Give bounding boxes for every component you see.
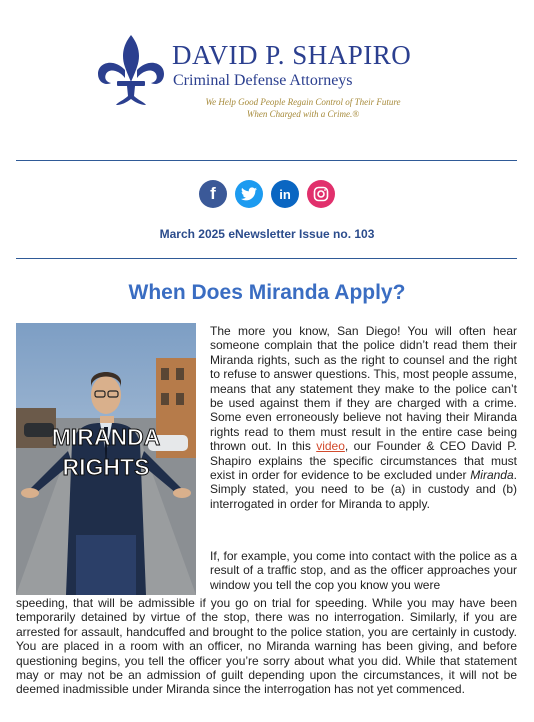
video-caption-line-1: MIRANDA [51, 424, 161, 450]
issue-line: March 2025 eNewsletter Issue no. 103 [159, 227, 375, 241]
article-video-thumbnail[interactable] [16, 323, 196, 595]
paragraph-1-text-cont: , our Founder & CEO David P. Shapiro explains the specific circumstances that must exist in order for evidence to be excluded under [210, 439, 517, 483]
facebook-icon[interactable]: f [199, 180, 227, 208]
miranda-italic: Miranda [470, 468, 514, 483]
fleur-de-lis-icon[interactable] [92, 32, 170, 110]
divider-top [16, 160, 517, 161]
paragraph-1-text: The more you know, San Diego! You will often hear someone complain that the police didn’t read them their Miranda rights, such as the right to counsel and the right to refuse to answer questions. This, most people assume, means that any statement they make to the police can’t be used against them if they are charged with a crime. Some even erroneously believe not having their Miranda rights read to them must result in the entire case being thrown out. In this [210, 324, 517, 454]
tagline-line-1: We Help Good People Regain Control of Their Future [205, 97, 401, 107]
video-link[interactable]: video [316, 439, 345, 454]
linkedin-icon[interactable]: in [271, 180, 299, 208]
paragraph-2-part-1: If, for example, you come into contact with the police as a result of a traffic stop, and as the officer approaches your window you tell the cop you know you were [210, 549, 517, 592]
tagline-line-2: When Charged with a Crime.® [246, 109, 360, 119]
paragraph-2-part-2: speeding, that will be admissible if you go on trial for speeding. While you may have been temporarily detained by virtue of the stop, there was no interrogation. Similarly, if you are arrested for assault, handcuffed and brought to the police station, you are certainly in custody. You are placed in a room with an officer, no Miranda warning has been giving, and before questioning begins, you tell the officer you’re sorry about what you did. While that statement may or may not be an admission of guilt depending upon the circumstances, it will not be deemed inadmissible under Miranda since the interrogation has not yet commenced. [16, 596, 517, 697]
firm-tagline [188, 96, 418, 120]
article-paragraph-1 [210, 324, 517, 511]
firm-name: DAVID P. SHAPIRO [172, 40, 412, 70]
article-title: When Does Miranda Apply? [128, 281, 406, 304]
paragraph-1-end: . Simply stated, you need to be (a) in custody and (b) interrogated in order for Miranda to apply. [210, 468, 517, 511]
social-links [0, 180, 534, 210]
article-paragraph-2-cont [16, 596, 517, 697]
newsletter-header [0, 0, 534, 150]
article-paragraph-2-start [210, 549, 517, 592]
twitter-icon[interactable] [235, 180, 263, 208]
video-caption-line-2: RIGHTS [62, 454, 150, 480]
firm-subtitle: Criminal Defense Attorneys [173, 72, 353, 89]
instagram-icon[interactable] [307, 180, 335, 208]
divider-middle [16, 258, 517, 259]
